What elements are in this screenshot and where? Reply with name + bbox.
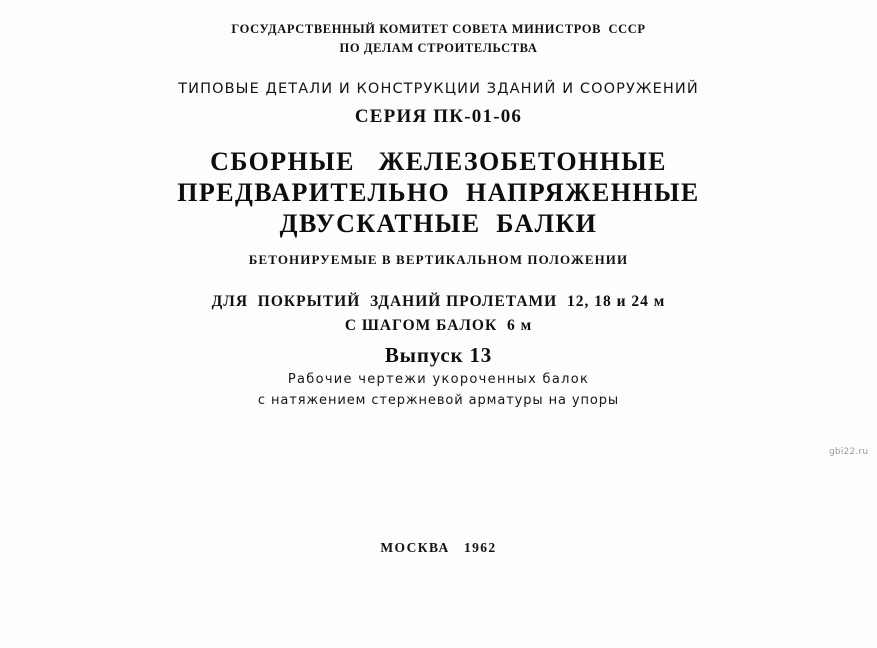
series-kind-label: ТИПОВЫЕ ДЕТАЛИ И КОНСТРУКЦИИ ЗДАНИЙ И СООРУЖЕНИЙ (178, 81, 699, 97)
watermark-label: gbi22.ru (829, 447, 869, 457)
title-line-3: ДВУСКАТНЫЕ БАЛКИ (279, 209, 598, 238)
series-block (0, 78, 877, 132)
ministry-header (0, 20, 877, 58)
subtitle-label: БЕТОНИРУЕМЫЕ В ВЕРТИКАЛЬНОМ ПОЛОЖЕНИИ (248, 252, 629, 267)
page-title (0, 146, 877, 239)
title-line-2: ПРЕДВАРИТЕЛЬНО НАПРЯЖЕННЫЕ (177, 178, 700, 207)
application-line-2: С ШАГОМ БАЛОК 6 м (344, 317, 533, 334)
issue-block (0, 341, 877, 411)
footer-block (0, 540, 877, 556)
ministry-line-1: ГОСУДАРСТВЕННЫЙ КОМИТЕТ СОВЕТА МИНИСТРОВ СССР (231, 22, 646, 36)
issue-number-label: Выпуск 13 (384, 343, 493, 367)
issue-description-line-2: с натяжением стержневой арматуры на упоры (257, 393, 620, 408)
footer-city-year: МОСКВА 1962 (380, 540, 497, 555)
application-block (0, 290, 877, 338)
ministry-line-2: ПО ДЕЛАМ СТРОИТЕЛЬСТВА (339, 41, 538, 55)
series-code-label: СЕРИЯ ПК-01-06 (354, 106, 523, 127)
title-line-1: СБОРНЫЕ ЖЕЛЕЗОБЕТОННЫЕ (210, 147, 667, 176)
issue-description-line-1: Рабочие чертежи укороченных балок (287, 372, 590, 387)
subtitle-block (0, 250, 877, 270)
application-line-1: ДЛЯ ПОКРЫТИЙ ЗДАНИЙ ПРОЛЕТАМИ 12, 18 и 24 м (211, 293, 666, 310)
